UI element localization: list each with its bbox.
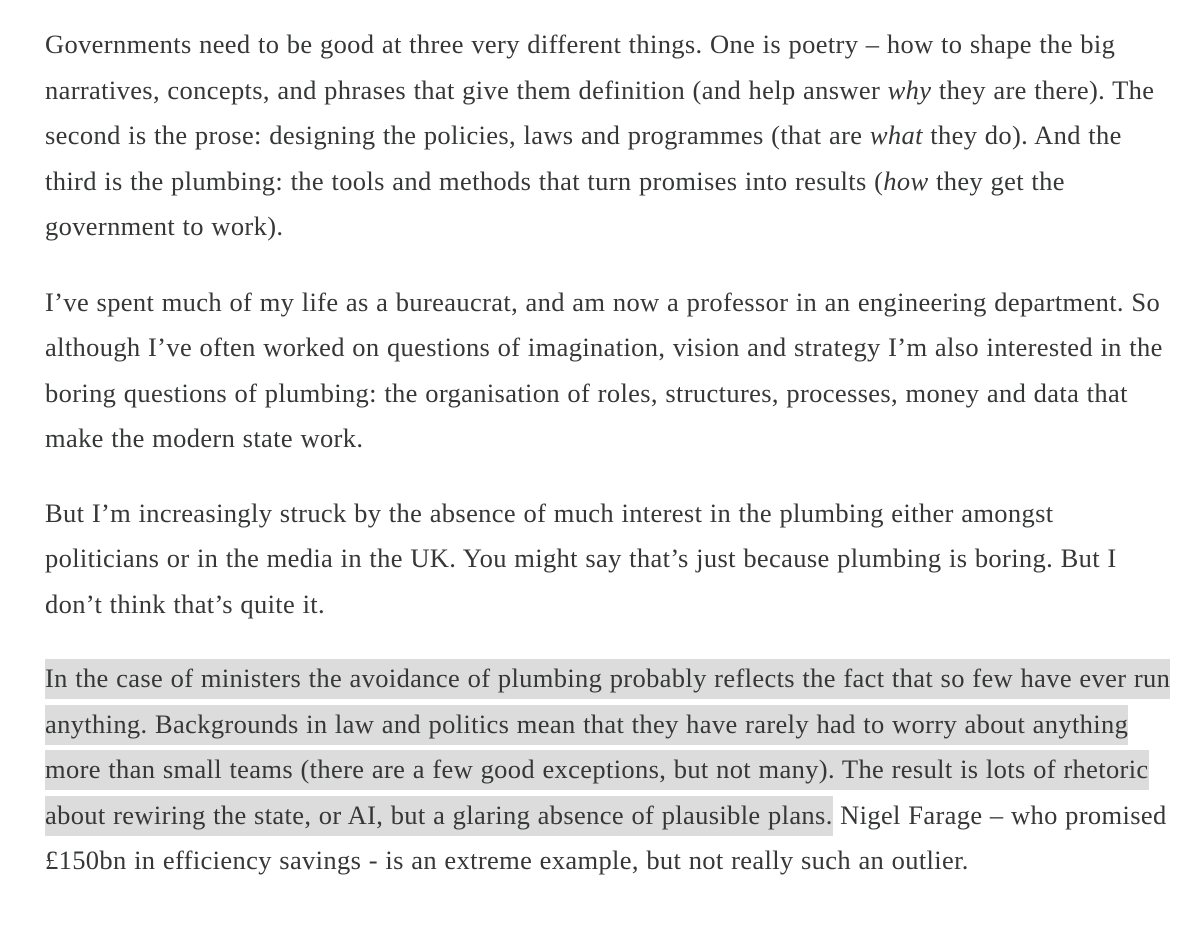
highlighted-text[interactable]: In the case of ministers the avoidance of plumbing probably reflects the fact that so few have ever run anything. Backgrounds in law and politics mean that they have rarely had to worry about anything more than small teams (there are a few good exceptions, but not many). The result is lots of rhetoric about rewiring the state, or AI, but a glaring absence of plausible plans. [45, 659, 1170, 836]
paragraph-text: they get the government to work). [45, 165, 1065, 241]
paragraph-text: they are there). The second is the prose: designing the policies, laws and programmes (that are [45, 74, 1155, 150]
article-body [45, 22, 1175, 913]
emphasis-how: how [883, 165, 929, 196]
paragraph-text: Nigel Farage – who promised £150bn in efficiency savings - is an extreme example, but not really such an outlier. [45, 799, 1167, 875]
paragraph-politicians-media [45, 491, 1175, 628]
paragraph-text: I’ve spent much of my life as a bureaucrat, and am now a professor in an engineering department. So although I’ve often worked on questions of imagination, vision and strategy I’m also interested in the boring questions of plumbing: the organisation of roles, structures, processes, money and data that make the modern state work. [45, 286, 1163, 453]
paragraph-bureaucrat [45, 280, 1175, 462]
paragraph-text: Governments need to be good at three very different things. One is poetry – how to shape the big narratives, concepts, and phrases that give them definition (and help answer [45, 29, 1116, 105]
emphasis-what: what [869, 120, 923, 150]
emphasis-why: why [887, 74, 932, 105]
paragraph-poetry-prose-plumbing [45, 22, 1175, 250]
paragraph-ministers [45, 656, 1175, 884]
paragraph-text: they do). And the third is the plumbing: the tools and methods that turn promises into results ( [45, 120, 1122, 196]
paragraph-text: But I’m increasingly struck by the absence of much interest in the plumbing either amongst politicians or in the media in the UK. You might say that’s just because plumbing is boring. But I don’t think that’s quite it. [45, 497, 1117, 619]
